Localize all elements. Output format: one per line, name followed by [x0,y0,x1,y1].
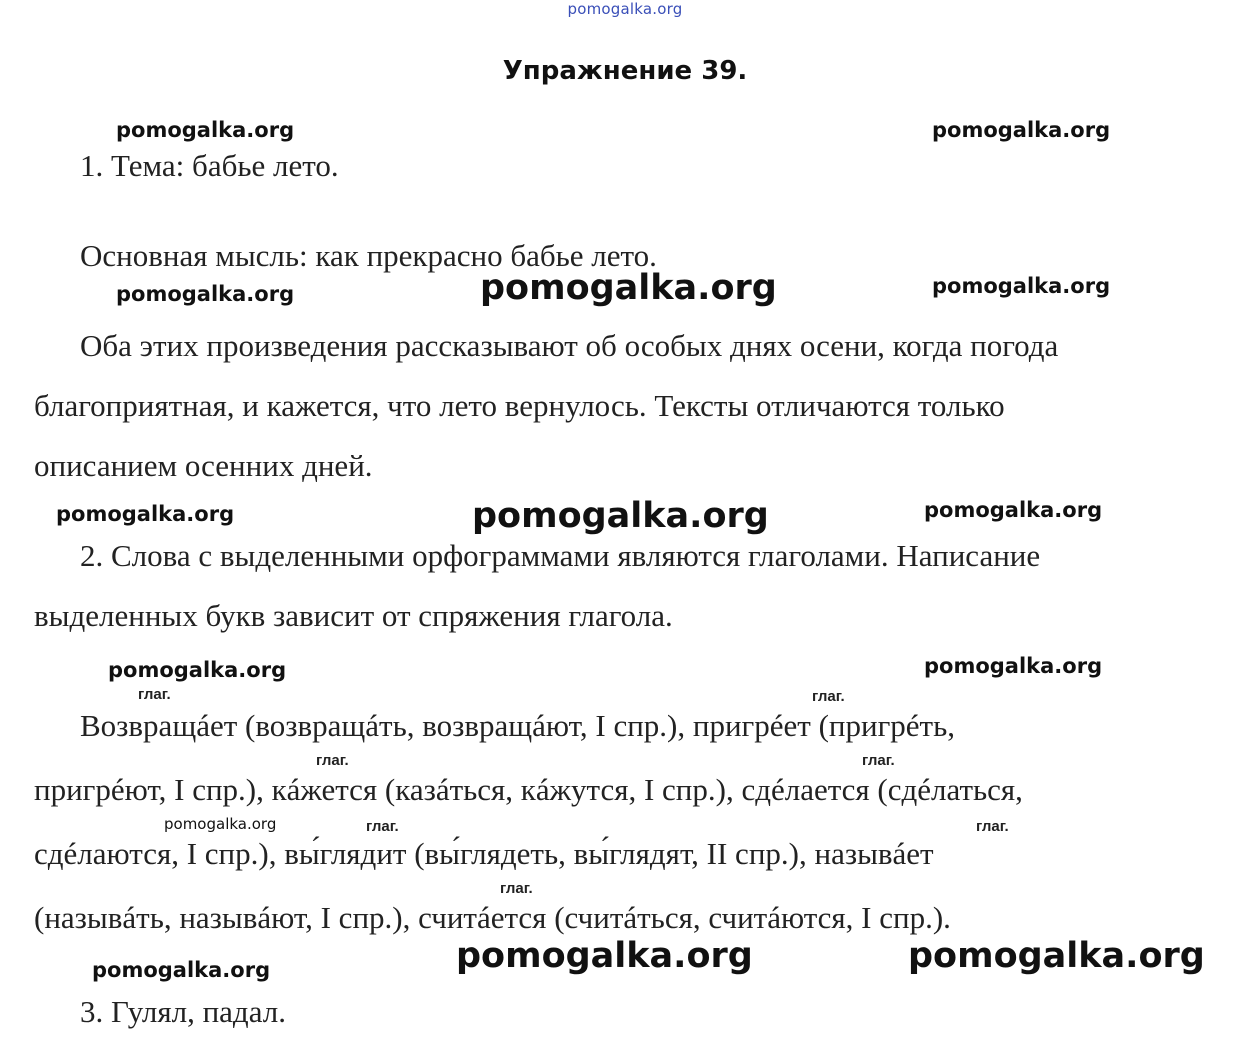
watermark: pomogalka.org [480,268,777,308]
watermark: pomogalka.org [472,496,769,536]
verb-analysis-line: Возвращáет (возвращáть, возвращáют, I спр.), пригрéет (пригрéть, [80,708,955,743]
paragraph-line: 3. Гулял, падал. [80,994,286,1029]
watermark: pomogalka.org [456,936,753,976]
watermark: pomogalka.org [924,498,1103,522]
verb-analysis-line: сдéлаются, I спр.), вы́глядит (вы́глядеть, вы́глядят, II спр.), назывáет [34,836,934,871]
verb-analysis-line: пригрéют, I спр.), кáжется (казáться, кáжутся, I спр.), сдéлается (сдéлаться, [34,772,1023,807]
verb-tag: глаг. [366,818,399,835]
watermark: pomogalka.org [108,658,287,682]
verb-tag: глаг. [500,880,533,897]
main-idea-line: Основная мысль: как прекрасно бабье лето. [80,238,657,273]
watermark: pomogalka.org [116,118,295,142]
verb-tag: глаг. [976,818,1009,835]
watermark: pomogalka.org [92,958,271,982]
watermark: pomogalka.org [908,936,1205,976]
watermark: pomogalka.org [56,502,235,526]
verb-tag: глаг. [862,752,895,769]
paragraph-line: выделенных букв зависит от спряжения глагола. [34,598,673,633]
verb-analysis-line: (назывáть, назывáют, I спр.), считáется (считáться, считáются, I спр.). [34,900,951,935]
watermark-top: pomogalka.org [567,0,683,18]
watermark: pomogalka.org [116,282,295,306]
verb-tag: глаг. [316,752,349,769]
paragraph-line: описанием осенних дней. [34,448,373,483]
watermark: pomogalka.org [932,274,1111,298]
paragraph-line: 2. Слова с выделенными орфограммами являются глаголами. Написание [80,538,1041,573]
page-title: Упражнение 39. [502,56,748,86]
verb-tag: глаг. [138,686,171,703]
verb-tag: глаг. [812,688,845,705]
watermark: pomogalka.org [932,118,1111,142]
watermark: pomogalka.org [164,815,277,833]
paragraph-line: Оба этих произведения рассказывают об особых днях осени, когда погода [80,328,1059,363]
watermark: pomogalka.org [924,654,1103,678]
paragraph-line: благоприятная, и кажется, что лето вернулось. Тексты отличаются только [34,388,1005,423]
theme-line: 1. Тема: бабье лето. [80,148,339,183]
